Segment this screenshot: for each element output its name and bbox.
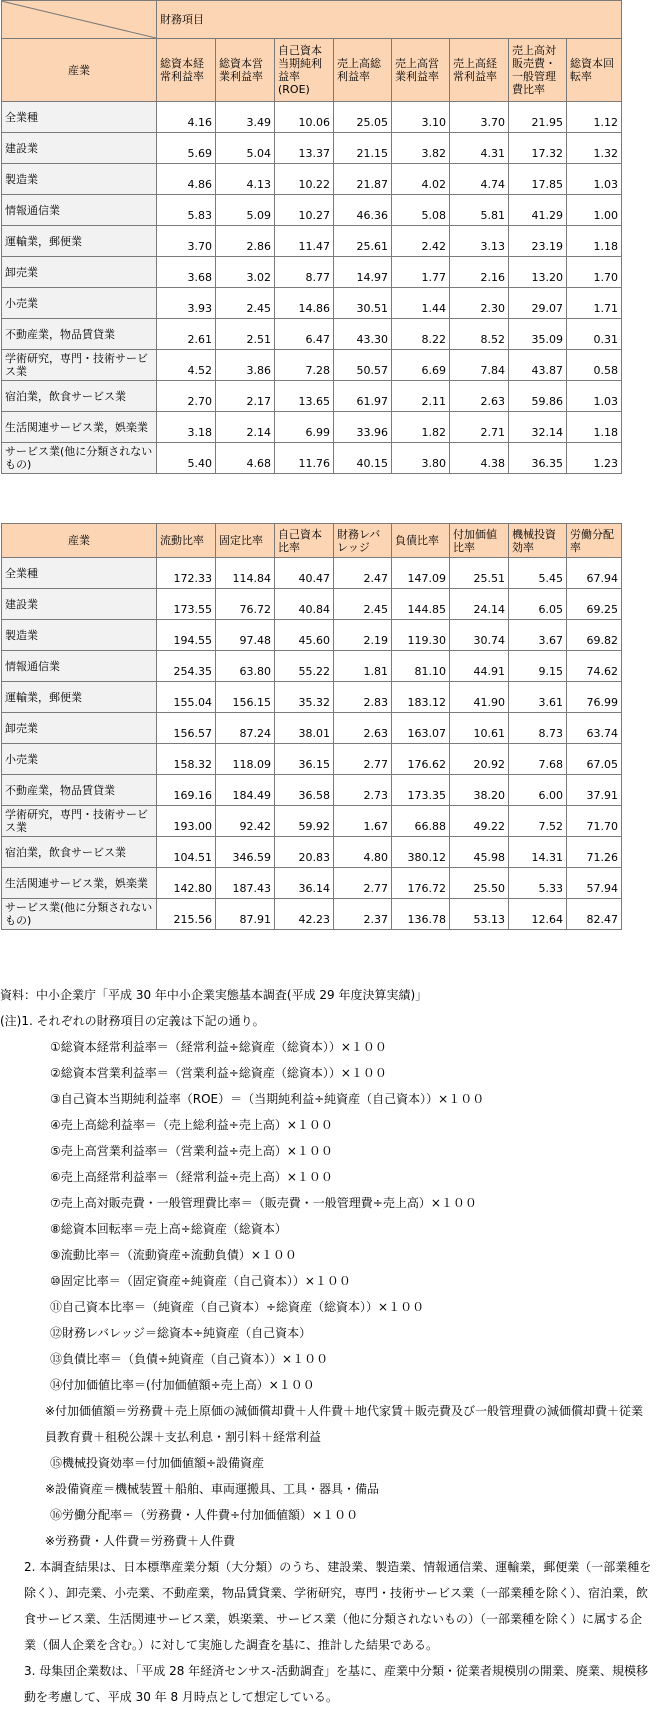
industry-cell: 卸売業 — [2, 713, 157, 744]
value-cell: 8.22 — [392, 319, 450, 350]
value-cell: 11.47 — [275, 226, 334, 257]
value-cell: 142.80 — [157, 868, 216, 899]
value-cell: 21.95 — [509, 102, 567, 133]
notes-section — [0, 982, 655, 1710]
value-cell: 176.62 — [392, 744, 450, 775]
value-cell: 59.86 — [509, 381, 567, 412]
value-cell: 0.58 — [567, 350, 622, 381]
value-cell: 2.70 — [157, 381, 216, 412]
value-cell: 2.51 — [216, 319, 275, 350]
value-cell: 183.12 — [392, 682, 450, 713]
formula: ⑨流動比率＝（流動資産÷流動負債）×１００ — [50, 1248, 297, 1262]
value-cell: 14.31 — [509, 837, 567, 868]
value-cell: 8.77 — [275, 257, 334, 288]
source-note: 資料：中小企業庁「平成 30 年中小企業実態基本調査(平成 29 年度決算実績)」 — [0, 988, 428, 1002]
column-header: 機械投資効率 — [509, 524, 567, 558]
formula: ⑥売上高経常利益率＝（経常利益÷売上高）×１００ — [50, 1170, 333, 1184]
value-cell: 4.16 — [157, 102, 216, 133]
column-header: 売上高経常利益率 — [450, 39, 509, 102]
column-header: 負債比率 — [392, 524, 450, 558]
corner-blank-cell — [2, 1, 157, 39]
value-cell: 25.61 — [334, 226, 392, 257]
value-cell: 163.07 — [392, 713, 450, 744]
value-cell: 43.30 — [334, 319, 392, 350]
value-cell: 173.35 — [392, 775, 450, 806]
industry-cell: 学術研究，専門・技術サービス業 — [2, 350, 157, 381]
equipment-note: ※設備資産＝機械装置＋船舶、車両運搬具、工具・器具・備品 — [45, 1482, 380, 1496]
value-cell: 53.13 — [450, 899, 509, 930]
value-cell: 20.92 — [450, 744, 509, 775]
value-cell: 71.26 — [567, 837, 622, 868]
value-cell: 40.84 — [275, 589, 334, 620]
value-cell: 194.55 — [157, 620, 216, 651]
value-cell: 63.80 — [216, 651, 275, 682]
value-cell: 2.14 — [216, 412, 275, 443]
value-cell: 4.52 — [157, 350, 216, 381]
table-row — [2, 350, 622, 381]
value-cell: 4.74 — [450, 164, 509, 195]
value-cell: 380.12 — [392, 837, 450, 868]
formula: ⑤売上高営業利益率＝（営業利益÷売上高）×１００ — [50, 1144, 333, 1158]
value-cell: 38.01 — [275, 713, 334, 744]
value-cell: 173.55 — [157, 589, 216, 620]
value-cell: 3.67 — [509, 620, 567, 651]
value-cell: 119.30 — [392, 620, 450, 651]
table-row — [2, 257, 622, 288]
value-cell: 4.02 — [392, 164, 450, 195]
value-cell: 1.82 — [392, 412, 450, 443]
formula: ⑮機械投資効率＝付加価値額÷設備資産 — [50, 1456, 265, 1470]
table-row — [2, 443, 622, 474]
formula: ⑯労働分配率＝（労務費・人件費÷付加価値額）×１００ — [50, 1508, 359, 1522]
value-cell: 55.22 — [275, 651, 334, 682]
value-cell: 87.24 — [216, 713, 275, 744]
value-cell: 6.05 — [509, 589, 567, 620]
table-row — [2, 682, 622, 713]
table-row — [2, 651, 622, 682]
value-cell: 5.40 — [157, 443, 216, 474]
value-cell: 3.70 — [450, 102, 509, 133]
table-row — [2, 195, 622, 226]
value-cell: 104.51 — [157, 837, 216, 868]
value-cell: 87.91 — [216, 899, 275, 930]
value-cell: 13.20 — [509, 257, 567, 288]
value-cell: 7.84 — [450, 350, 509, 381]
value-cell: 3.70 — [157, 226, 216, 257]
industry-cell: 生活関連サービス業，娯楽業 — [2, 868, 157, 899]
added-value-note: ※付加価値額＝労務費＋売上原価の減価償却費＋人件費＋地代家賃＋販売費及び一般管理費の減価償却費＋従業員教育費＋租税公課＋支払利息・割引料＋経常利益 — [45, 1404, 644, 1444]
value-cell: 5.04 — [216, 133, 275, 164]
table-row — [2, 226, 622, 257]
column-header: 売上高対販売費・一般管理費比率 — [509, 39, 567, 102]
value-cell: 35.09 — [509, 319, 567, 350]
value-cell: 3.93 — [157, 288, 216, 319]
industry-cell: 製造業 — [2, 620, 157, 651]
industry-cell: 建設業 — [2, 133, 157, 164]
table-row — [2, 133, 622, 164]
value-cell: 2.63 — [334, 713, 392, 744]
value-cell: 1.71 — [567, 288, 622, 319]
value-cell: 2.45 — [216, 288, 275, 319]
value-cell: 14.97 — [334, 257, 392, 288]
formula: ④売上高総利益率＝（売上総利益÷売上高）×１００ — [50, 1118, 333, 1132]
value-cell: 1.81 — [334, 651, 392, 682]
value-cell: 1.12 — [567, 102, 622, 133]
value-cell: 1.18 — [567, 412, 622, 443]
value-cell: 67.94 — [567, 558, 622, 589]
value-cell: 13.37 — [275, 133, 334, 164]
industry-cell: 宿泊業，飲食サービス業 — [2, 837, 157, 868]
value-cell: 37.91 — [567, 775, 622, 806]
note-2: 2. 本調査結果は、日本標準産業分類（大分類）のうち、建設業、製造業、情報通信業、運輸業，郵便業（一部業種を除く）、卸売業、小売業、不動産業，物品賃貸業、学術研究，専門・技術サービス業（一部業種を除く）、宿泊業，飲食サービス業、生活関連サービス業，娯楽業、サービス業（他に分類されないもの）（一部業種を除く）に属する企業（個人企業を含む。）に対して実施した調査を基に、推計した結果である。 — [24, 1560, 652, 1652]
value-cell: 4.13 — [216, 164, 275, 195]
table-row — [2, 868, 622, 899]
labor-cost-note: ※労務費・人件費＝労務費＋人件費 — [45, 1534, 236, 1548]
value-cell: 8.73 — [509, 713, 567, 744]
value-cell: 2.77 — [334, 868, 392, 899]
value-cell: 3.82 — [392, 133, 450, 164]
formula: ⑩固定比率＝（固定資産÷純資産（自己資本））×１００ — [50, 1274, 351, 1288]
value-cell: 9.15 — [509, 651, 567, 682]
industry-cell: サービス業(他に分類されないもの) — [2, 443, 157, 474]
value-cell: 69.82 — [567, 620, 622, 651]
value-cell: 155.04 — [157, 682, 216, 713]
value-cell: 17.32 — [509, 133, 567, 164]
value-cell: 59.92 — [275, 806, 334, 837]
value-cell: 7.52 — [509, 806, 567, 837]
table-row — [2, 744, 622, 775]
table-row — [2, 164, 622, 195]
formula: ⑪自己資本比率＝（純資産（自己資本）÷総資産（総資本））×１００ — [50, 1300, 425, 1314]
value-cell: 3.68 — [157, 257, 216, 288]
value-cell: 76.72 — [216, 589, 275, 620]
value-cell: 41.90 — [450, 682, 509, 713]
column-header: 総資本営業利益率 — [216, 39, 275, 102]
value-cell: 12.64 — [509, 899, 567, 930]
financial-items-header: 財務項目 — [157, 1, 622, 39]
value-cell: 13.65 — [275, 381, 334, 412]
table-row — [2, 558, 622, 589]
formula: ⑬負債比率＝（負債÷純資産（自己資本））×１００ — [50, 1352, 329, 1366]
table-row — [2, 806, 622, 837]
industry-cell: 運輸業，郵便業 — [2, 682, 157, 713]
value-cell: 4.80 — [334, 837, 392, 868]
value-cell: 4.38 — [450, 443, 509, 474]
value-cell: 38.20 — [450, 775, 509, 806]
value-cell: 6.00 — [509, 775, 567, 806]
table-row — [2, 775, 622, 806]
table-row — [2, 837, 622, 868]
value-cell: 42.23 — [275, 899, 334, 930]
value-cell: 10.06 — [275, 102, 334, 133]
value-cell: 61.97 — [334, 381, 392, 412]
formula: ⑭付加価値比率＝(付加価値額÷売上高）×１００ — [50, 1378, 315, 1392]
industry-header: 産業 — [2, 524, 157, 558]
value-cell: 5.33 — [509, 868, 567, 899]
value-cell: 2.45 — [334, 589, 392, 620]
value-cell: 346.59 — [216, 837, 275, 868]
column-header: 流動比率 — [157, 524, 216, 558]
industry-cell: 小売業 — [2, 744, 157, 775]
value-cell: 1.03 — [567, 381, 622, 412]
value-cell: 3.02 — [216, 257, 275, 288]
table-row — [2, 713, 622, 744]
industry-cell: 情報通信業 — [2, 651, 157, 682]
value-cell: 2.19 — [334, 620, 392, 651]
value-cell: 49.22 — [450, 806, 509, 837]
value-cell: 40.15 — [334, 443, 392, 474]
value-cell: 36.35 — [509, 443, 567, 474]
industry-cell: 不動産業，物品賃貸業 — [2, 775, 157, 806]
column-header: 売上高営業利益率 — [392, 39, 450, 102]
column-header: 売上高総利益率 — [334, 39, 392, 102]
value-cell: 5.69 — [157, 133, 216, 164]
value-cell: 3.49 — [216, 102, 275, 133]
value-cell: 5.83 — [157, 195, 216, 226]
value-cell: 2.11 — [392, 381, 450, 412]
value-cell: 14.86 — [275, 288, 334, 319]
industry-header: 産業 — [2, 39, 157, 102]
industry-cell: 製造業 — [2, 164, 157, 195]
value-cell: 8.52 — [450, 319, 509, 350]
value-cell: 6.47 — [275, 319, 334, 350]
value-cell: 3.61 — [509, 682, 567, 713]
value-cell: 71.70 — [567, 806, 622, 837]
industry-cell: 宿泊業，飲食サービス業 — [2, 381, 157, 412]
value-cell: 50.57 — [334, 350, 392, 381]
value-cell: 36.58 — [275, 775, 334, 806]
value-cell: 2.61 — [157, 319, 216, 350]
value-cell: 2.30 — [450, 288, 509, 319]
value-cell: 97.48 — [216, 620, 275, 651]
value-cell: 10.61 — [450, 713, 509, 744]
industry-cell: 小売業 — [2, 288, 157, 319]
value-cell: 17.85 — [509, 164, 567, 195]
column-header: 財務レバレッジ — [334, 524, 392, 558]
table-row — [2, 589, 622, 620]
value-cell: 156.57 — [157, 713, 216, 744]
value-cell: 10.22 — [275, 164, 334, 195]
value-cell: 2.83 — [334, 682, 392, 713]
value-cell: 45.60 — [275, 620, 334, 651]
value-cell: 43.87 — [509, 350, 567, 381]
column-header: 自己資本比率 — [275, 524, 334, 558]
value-cell: 24.14 — [450, 589, 509, 620]
industry-cell: 運輸業，郵便業 — [2, 226, 157, 257]
value-cell: 7.28 — [275, 350, 334, 381]
table-row — [2, 412, 622, 443]
value-cell: 215.56 — [157, 899, 216, 930]
note-1: (注)1. それぞれの財務項目の定義は下記の通り。 — [0, 1014, 265, 1028]
value-cell: 3.10 — [392, 102, 450, 133]
industry-cell: 学術研究，専門・技術サービス業 — [2, 806, 157, 837]
value-cell: 41.29 — [509, 195, 567, 226]
value-cell: 147.09 — [392, 558, 450, 589]
value-cell: 1.23 — [567, 443, 622, 474]
value-cell: 5.45 — [509, 558, 567, 589]
value-cell: 2.16 — [450, 257, 509, 288]
value-cell: 118.09 — [216, 744, 275, 775]
value-cell: 11.76 — [275, 443, 334, 474]
value-cell: 30.74 — [450, 620, 509, 651]
formula: ⑫財務レバレッジ＝総資本÷純資産（自己資本） — [50, 1326, 312, 1340]
formula: ②総資本営業利益率＝（営業利益÷総資産（総資本））×１００ — [50, 1066, 387, 1080]
value-cell: 30.51 — [334, 288, 392, 319]
value-cell: 1.03 — [567, 164, 622, 195]
value-cell: 67.05 — [567, 744, 622, 775]
value-cell: 21.87 — [334, 164, 392, 195]
value-cell: 0.31 — [567, 319, 622, 350]
column-header: 労働分配率 — [567, 524, 622, 558]
value-cell: 36.14 — [275, 868, 334, 899]
value-cell: 4.31 — [450, 133, 509, 164]
value-cell: 4.86 — [157, 164, 216, 195]
value-cell: 2.37 — [334, 899, 392, 930]
value-cell: 136.78 — [392, 899, 450, 930]
value-cell: 2.71 — [450, 412, 509, 443]
value-cell: 1.77 — [392, 257, 450, 288]
value-cell: 40.47 — [275, 558, 334, 589]
value-cell: 1.00 — [567, 195, 622, 226]
value-cell: 4.68 — [216, 443, 275, 474]
table-row — [2, 381, 622, 412]
value-cell: 45.98 — [450, 837, 509, 868]
value-cell: 5.08 — [392, 195, 450, 226]
value-cell: 92.42 — [216, 806, 275, 837]
column-header: 付加価値比率 — [450, 524, 509, 558]
value-cell: 76.99 — [567, 682, 622, 713]
financial-ratios-table-1 — [1, 0, 622, 474]
formula: ③自己資本当期純利益率（ROE）＝（当期純利益÷純資産（自己資本））×１００ — [50, 1092, 485, 1106]
value-cell: 3.80 — [392, 443, 450, 474]
industry-cell: 卸売業 — [2, 257, 157, 288]
value-cell: 1.67 — [334, 806, 392, 837]
value-cell: 2.73 — [334, 775, 392, 806]
table-row — [2, 620, 622, 651]
value-cell: 176.72 — [392, 868, 450, 899]
value-cell: 23.19 — [509, 226, 567, 257]
value-cell: 158.32 — [157, 744, 216, 775]
column-header: 自己資本当期純利益率(ROE) — [275, 39, 334, 102]
value-cell: 82.47 — [567, 899, 622, 930]
column-header: 総資本経常利益率 — [157, 39, 216, 102]
value-cell: 74.62 — [567, 651, 622, 682]
value-cell: 1.70 — [567, 257, 622, 288]
value-cell: 81.10 — [392, 651, 450, 682]
value-cell: 1.18 — [567, 226, 622, 257]
value-cell: 10.27 — [275, 195, 334, 226]
value-cell: 1.44 — [392, 288, 450, 319]
formula: ⑦売上高対販売費・一般管理費比率＝（販売費・一般管理費÷売上高）×１００ — [50, 1196, 477, 1210]
value-cell: 2.47 — [334, 558, 392, 589]
value-cell: 193.00 — [157, 806, 216, 837]
column-header: 総資本回転率 — [567, 39, 622, 102]
value-cell: 35.32 — [275, 682, 334, 713]
value-cell: 156.15 — [216, 682, 275, 713]
column-header: 固定比率 — [216, 524, 275, 558]
value-cell: 63.74 — [567, 713, 622, 744]
value-cell: 36.15 — [275, 744, 334, 775]
note-3: 3. 母集団企業数は、「平成 28 年経済センサス-活動調査」を基に、産業中分類・従業者規模別の開業、廃業、規模移動を考慮して、平成 30 年 8 月時点として想定している。 — [24, 1664, 649, 1704]
value-cell: 25.51 — [450, 558, 509, 589]
table-row — [2, 319, 622, 350]
industry-cell: 建設業 — [2, 589, 157, 620]
value-cell: 44.91 — [450, 651, 509, 682]
value-cell: 7.68 — [509, 744, 567, 775]
industry-cell: 全業種 — [2, 102, 157, 133]
value-cell: 184.49 — [216, 775, 275, 806]
value-cell: 5.81 — [450, 195, 509, 226]
industry-cell: 不動産業，物品賃貸業 — [2, 319, 157, 350]
value-cell: 3.18 — [157, 412, 216, 443]
value-cell: 33.96 — [334, 412, 392, 443]
value-cell: 32.14 — [509, 412, 567, 443]
value-cell: 29.07 — [509, 288, 567, 319]
table-row — [2, 899, 622, 930]
value-cell: 57.94 — [567, 868, 622, 899]
value-cell: 144.85 — [392, 589, 450, 620]
value-cell: 5.09 — [216, 195, 275, 226]
value-cell: 2.77 — [334, 744, 392, 775]
value-cell: 6.99 — [275, 412, 334, 443]
value-cell: 114.84 — [216, 558, 275, 589]
formula: ⑧総資本回転率＝売上高÷総資産（総資本） — [50, 1222, 287, 1236]
value-cell: 172.33 — [157, 558, 216, 589]
value-cell: 1.32 — [567, 133, 622, 164]
value-cell: 254.35 — [157, 651, 216, 682]
value-cell: 25.05 — [334, 102, 392, 133]
value-cell: 6.69 — [392, 350, 450, 381]
value-cell: 169.16 — [157, 775, 216, 806]
value-cell: 2.63 — [450, 381, 509, 412]
value-cell: 20.83 — [275, 837, 334, 868]
industry-cell: 生活関連サービス業，娯楽業 — [2, 412, 157, 443]
value-cell: 2.86 — [216, 226, 275, 257]
value-cell: 25.50 — [450, 868, 509, 899]
industry-cell: 全業種 — [2, 558, 157, 589]
formula: ①総資本経常利益率＝（経常利益÷総資産（総資本））×１００ — [50, 1040, 387, 1054]
value-cell: 21.15 — [334, 133, 392, 164]
value-cell: 2.42 — [392, 226, 450, 257]
value-cell: 66.88 — [392, 806, 450, 837]
value-cell: 2.17 — [216, 381, 275, 412]
industry-cell: 情報通信業 — [2, 195, 157, 226]
value-cell: 46.36 — [334, 195, 392, 226]
table-row — [2, 102, 622, 133]
value-cell: 3.86 — [216, 350, 275, 381]
financial-ratios-table-2 — [1, 523, 622, 930]
value-cell: 3.13 — [450, 226, 509, 257]
industry-cell: サービス業(他に分類されないもの) — [2, 899, 157, 930]
value-cell: 187.43 — [216, 868, 275, 899]
value-cell: 69.25 — [567, 589, 622, 620]
table-row — [2, 288, 622, 319]
